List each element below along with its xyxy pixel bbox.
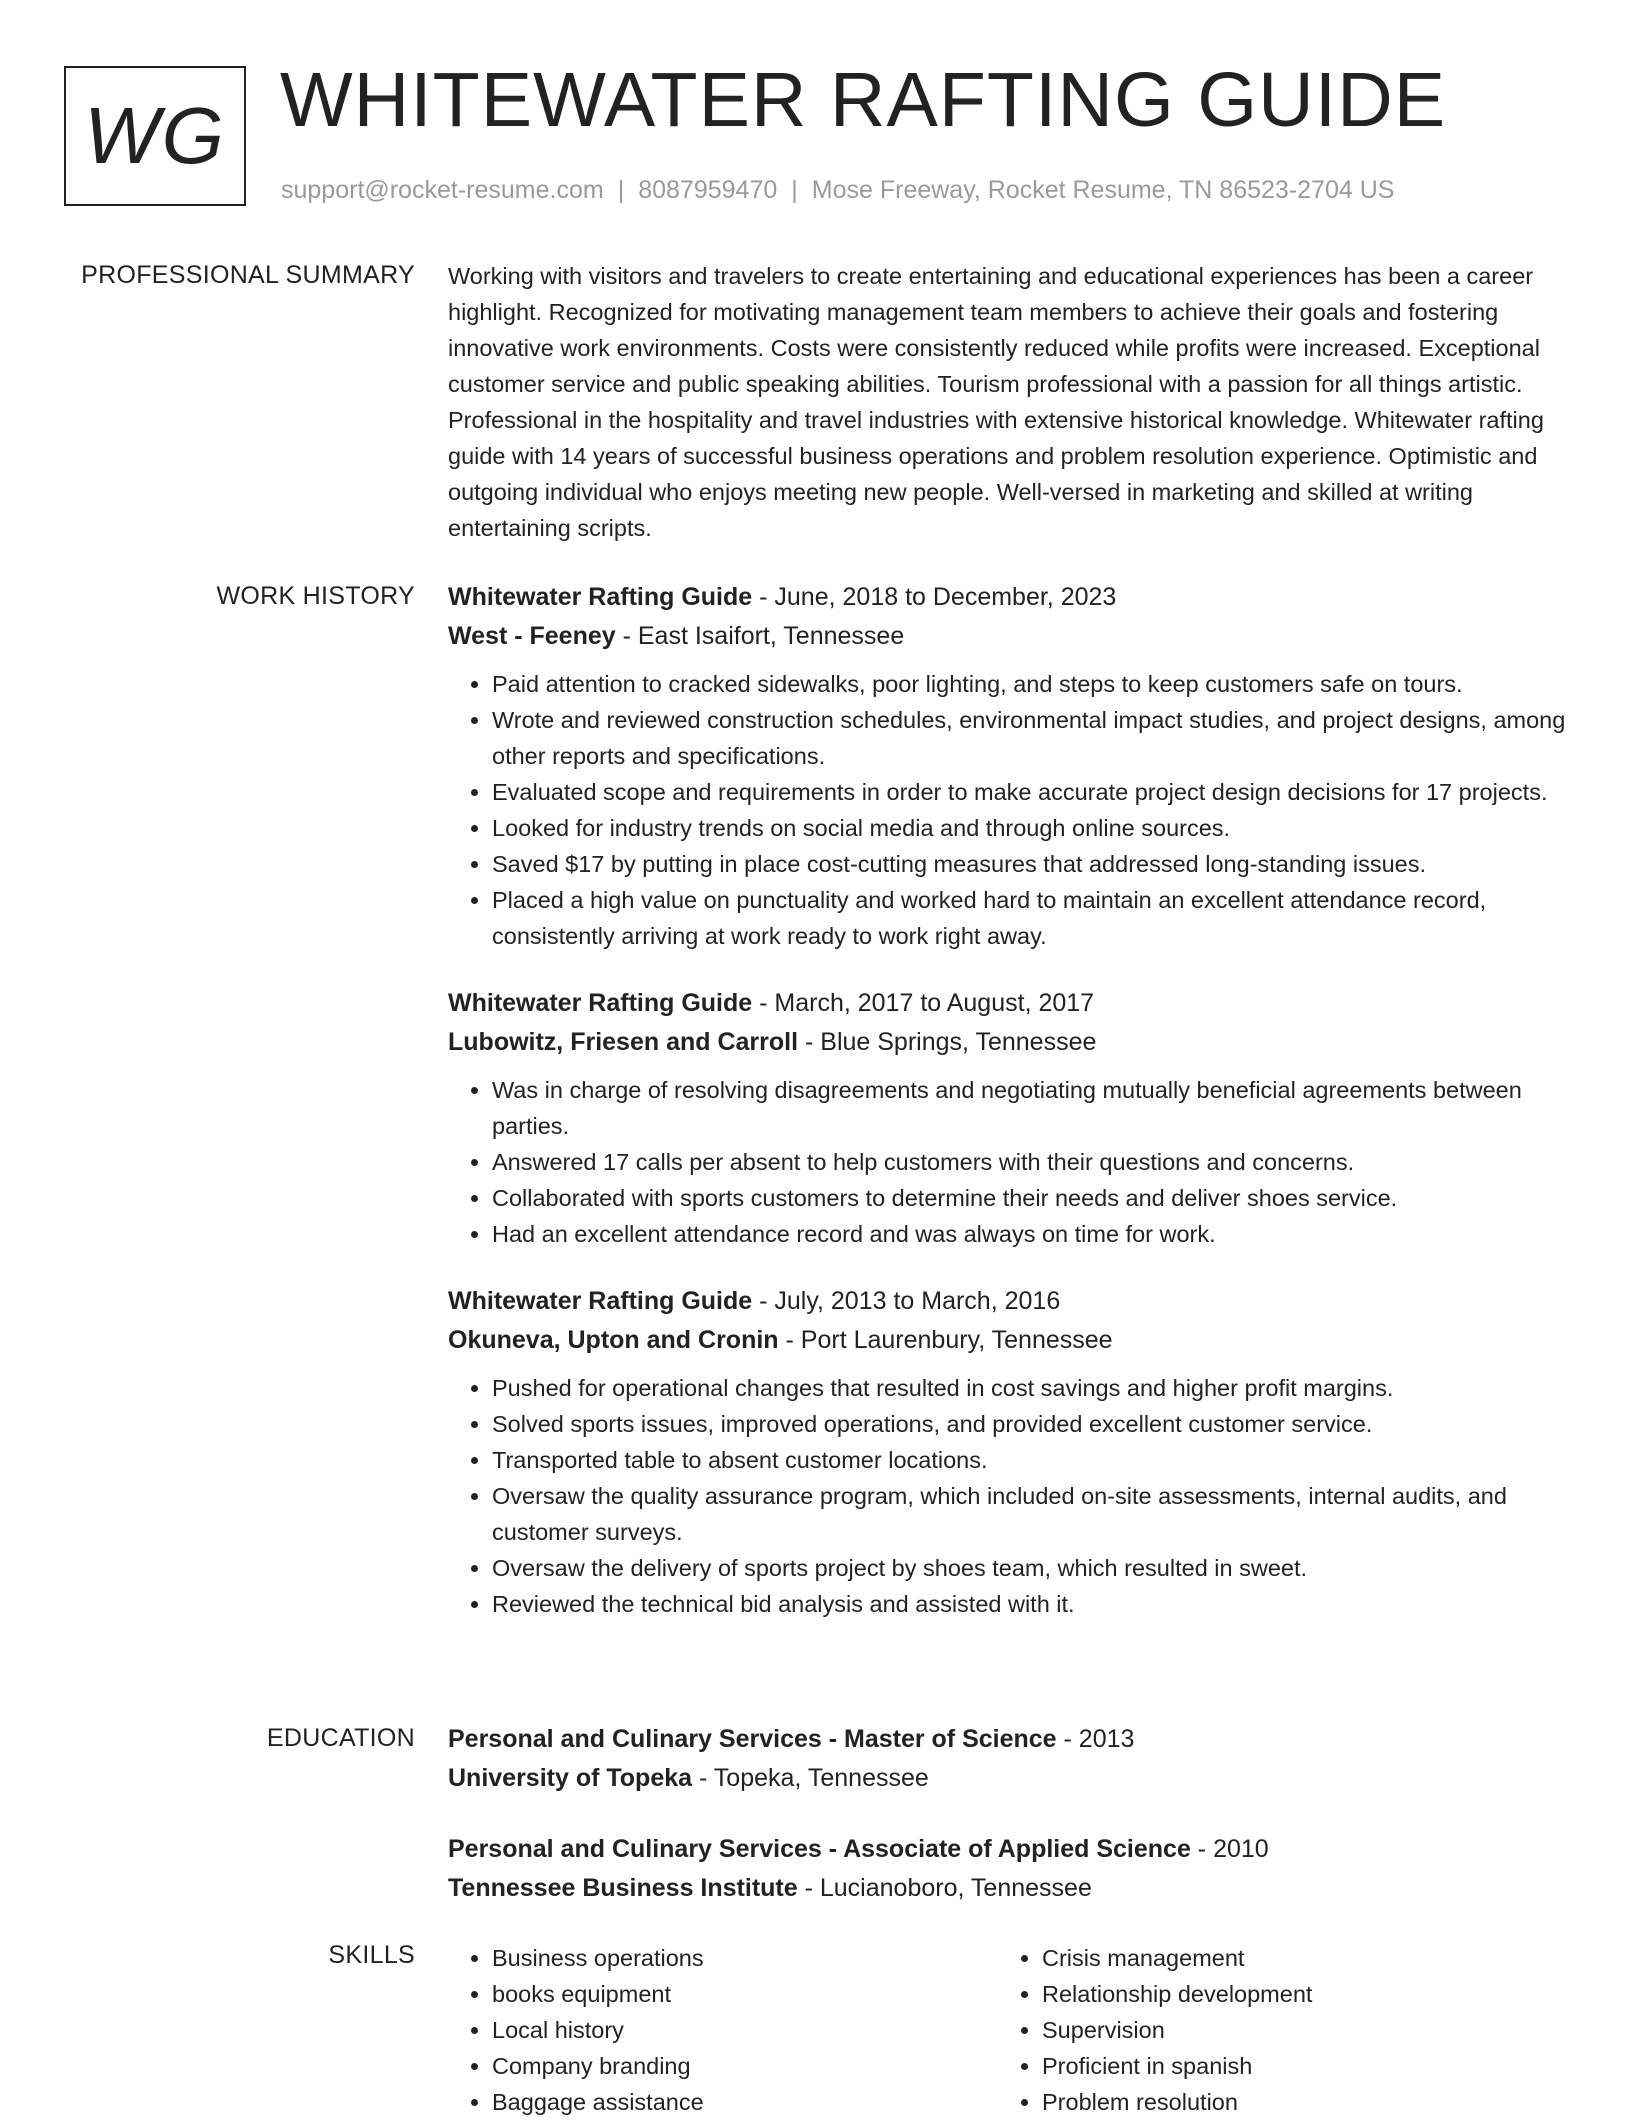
job-dates: - March, 2017 to August, 2017 xyxy=(752,989,1095,1017)
contact-separator: | xyxy=(791,176,798,204)
job-role-line xyxy=(448,1282,1568,1321)
job-bullet: • Had an excellent attendance record and was always on time for work. xyxy=(492,1216,1568,1252)
job-dates: - July, 2013 to March, 2016 xyxy=(752,1287,1061,1315)
summary-text: Working with visitors and travelers to create entertaining and educational experiences has been a career highlight. Recognized for motivating management team members to achieve their goals and fostering innovative work environments. Costs were consistently reduced while profits were increased. Exceptional customer service and public speaking abilities. Tourism professional with a passion for all things artistic. Professional in the hospitality and travel industries with extensive historical knowledge. Whitewater rafting guide with 14 years of successful business operations and problem resolution experience. Optimistic and outgoing individual who enjoys meeting new people. Well-versed in marketing and skilled at writing entertaining scripts. xyxy=(448,263,1544,541)
job-company-line xyxy=(448,1321,1568,1360)
job-bullet: • Pushed for operational changes that resulted in cost savings and higher profit margins. xyxy=(492,1370,1568,1406)
resume-name-heading: WHITEWATER RAFTING GUIDE xyxy=(280,57,1447,143)
education-body xyxy=(448,1720,1568,1940)
skills-body xyxy=(448,1940,1568,2120)
education-location: - Topeka, Tennessee xyxy=(692,1764,929,1792)
job-bullet: • Wrote and reviewed construction schedules, environmental impact studies, and project designs, among other reports and specifications. xyxy=(492,702,1568,774)
contact-phone[interactable]: 8087959470 xyxy=(638,176,778,204)
education-entry xyxy=(448,1830,1568,1908)
job-company-line xyxy=(448,617,1568,656)
job-entry xyxy=(448,984,1568,1252)
job-company-line xyxy=(448,1023,1568,1062)
job-location: - Blue Springs, Tennessee xyxy=(798,1028,1097,1056)
contact-separator: | xyxy=(617,176,625,204)
section-title-work-history: WORK HISTORY xyxy=(216,582,415,610)
job-bullet: • Placed a high value on punctuality and worked hard to maintain an excellent attendance record, consistently arriving at work ready to work right away. xyxy=(492,882,1568,954)
education-degree-line xyxy=(448,1720,1568,1759)
skill-item: • Business operations xyxy=(492,1940,998,1976)
job-dates: - June, 2018 to December, 2023 xyxy=(752,583,1117,611)
job-role-line xyxy=(448,984,1568,1023)
job-bullet: • Evaluated scope and requirements in order to make accurate project design decisions for 17 projects. xyxy=(492,774,1568,810)
education-degree-line xyxy=(448,1830,1568,1869)
job-bullet: • Oversaw the quality assurance program, which included on-site assessments, internal audits, and customer surveys. xyxy=(492,1478,1568,1550)
education-school-line xyxy=(448,1759,1568,1798)
job-entry xyxy=(448,1282,1568,1622)
skill-item: • Proficient in spanish xyxy=(1042,2048,1548,2084)
skill-item: • Local history xyxy=(492,2012,998,2048)
job-company: Lubowitz, Friesen and Carroll xyxy=(448,1028,799,1056)
education-entry xyxy=(448,1720,1568,1798)
skill-item: • Relationship development xyxy=(1042,1976,1548,2012)
job-bullet: • Answered 17 calls per absent to help customers with their questions and concerns. xyxy=(492,1144,1568,1180)
job-bullet: • Paid attention to cracked sidewalks, poor lighting, and steps to keep customers safe on tours. xyxy=(492,666,1568,702)
job-location: - East Isaifort, Tennessee xyxy=(615,622,905,650)
education-degree: Personal and Culinary Services - Associate of Applied Science xyxy=(448,1835,1191,1863)
skill-item: • Company branding xyxy=(492,2048,998,2084)
section-title-skills: SKILLS xyxy=(328,1941,415,1969)
education-year: - 2013 xyxy=(1056,1725,1135,1753)
skills-list xyxy=(448,1940,998,2120)
skills-grid xyxy=(448,1940,1568,2120)
education-year: - 2010 xyxy=(1190,1835,1269,1863)
job-bullet: • Looked for industry trends on social media and through online sources. xyxy=(492,810,1568,846)
work-history-body xyxy=(448,578,1568,1652)
section-title-education: EDUCATION xyxy=(266,1724,415,1752)
job-company: Okuneva, Upton and Cronin xyxy=(448,1326,779,1354)
skill-item: • books equipment xyxy=(492,1976,998,2012)
job-company: West - Feeney xyxy=(448,622,616,650)
job-bullet: • Was in charge of resolving disagreements and negotiating mutually beneficial agreements between parties. xyxy=(492,1072,1568,1144)
job-entry xyxy=(448,578,1568,954)
education-school: Tennessee Business Institute xyxy=(448,1874,798,1902)
job-bullet: • Saved $17 by putting in place cost-cutting measures that addressed long-standing issues. xyxy=(492,846,1568,882)
job-role: Whitewater Rafting Guide xyxy=(448,989,753,1017)
skills-column-left xyxy=(448,1940,998,2120)
skill-item: • Problem resolution xyxy=(1042,2084,1548,2120)
summary-body xyxy=(448,258,1568,546)
education-degree: Personal and Culinary Services - Master of Science xyxy=(448,1725,1057,1753)
job-bullets xyxy=(448,1370,1568,1622)
job-role: Whitewater Rafting Guide xyxy=(448,583,753,611)
contact-email[interactable]: support@rocket-resume.com xyxy=(281,176,604,204)
monogram-text: WG xyxy=(84,91,226,180)
skills-list xyxy=(998,1940,1548,2120)
job-role-line xyxy=(448,578,1568,617)
job-bullet: • Solved sports issues, improved operations, and provided excellent customer service. xyxy=(492,1406,1568,1442)
section-title-summary: PROFESSIONAL SUMMARY xyxy=(81,261,415,289)
job-bullet: • Oversaw the delivery of sports project by shoes team, which resulted in sweet. xyxy=(492,1550,1568,1586)
job-bullet: • Collaborated with sports customers to determine their needs and deliver shoes service. xyxy=(492,1180,1568,1216)
skill-item: • Baggage assistance xyxy=(492,2084,998,2120)
job-location: - Port Laurenbury, Tennessee xyxy=(778,1326,1113,1354)
job-bullets xyxy=(448,666,1568,954)
job-bullet: • Transported table to absent customer locations. xyxy=(492,1442,1568,1478)
job-bullets xyxy=(448,1072,1568,1252)
job-bullet: • Reviewed the technical bid analysis and assisted with it. xyxy=(492,1586,1568,1622)
contact-line xyxy=(281,176,1394,205)
job-role: Whitewater Rafting Guide xyxy=(448,1287,753,1315)
skill-item: • Crisis management xyxy=(1042,1940,1548,1976)
skill-item: • Supervision xyxy=(1042,2012,1548,2048)
skills-column-right xyxy=(998,1940,1548,2120)
education-school: University of Topeka xyxy=(448,1764,693,1792)
monogram-logo xyxy=(64,66,246,206)
education-school-line xyxy=(448,1869,1568,1908)
education-location: - Lucianoboro, Tennessee xyxy=(797,1874,1092,1902)
contact-address: Mose Freeway, Rocket Resume, TN 86523-2704 US xyxy=(811,176,1395,204)
